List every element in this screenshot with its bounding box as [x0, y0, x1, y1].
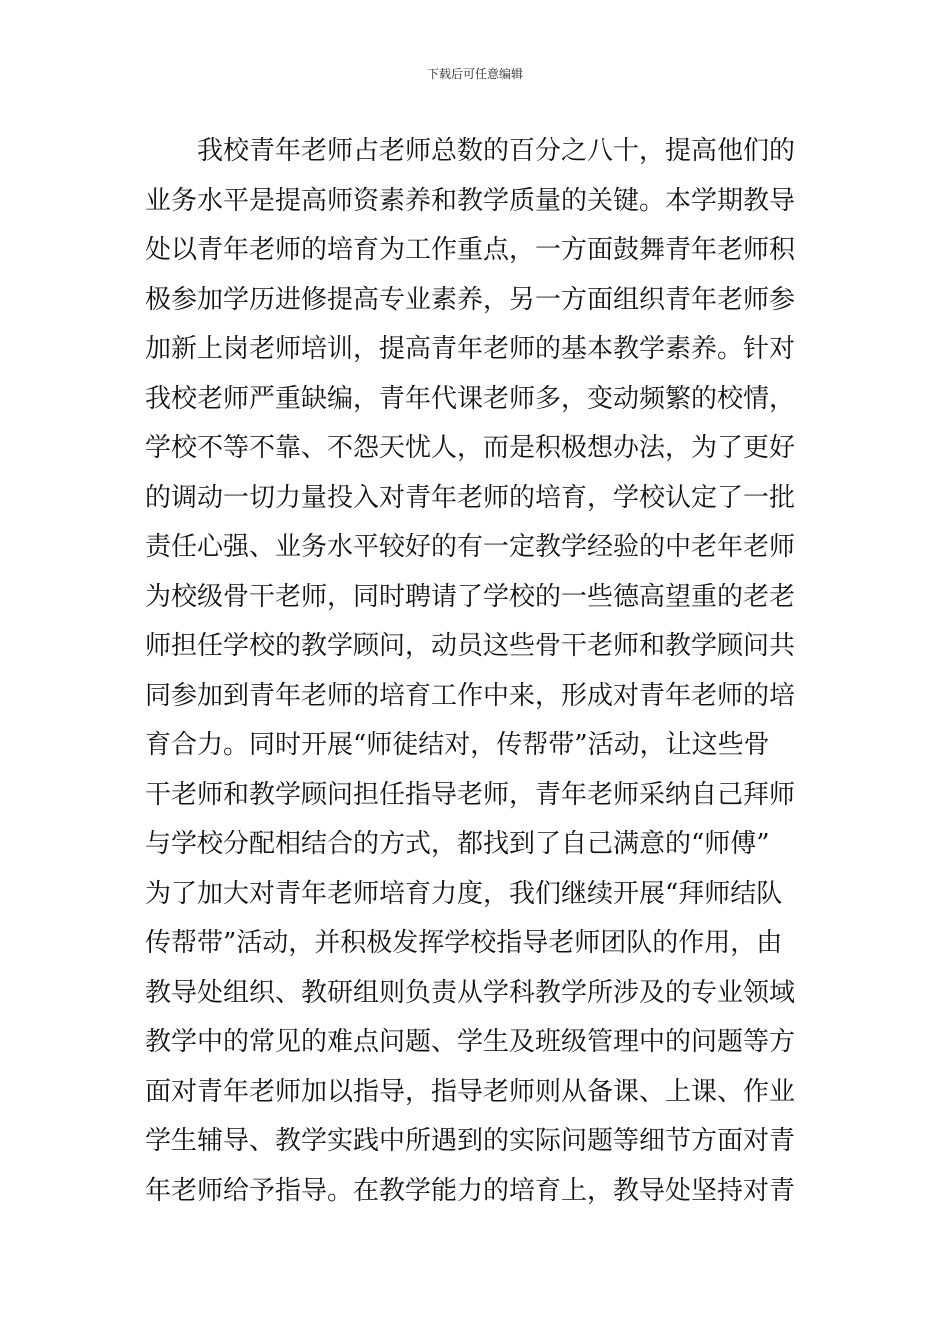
- text-line: 教学中的常见的难点问题、学生及班级管理中的问题等方: [145, 1027, 796, 1057]
- text-line: 为校级骨干老师，同时聘请了学校的一些德高望重的老老: [145, 581, 796, 612]
- text-line: 学校不等不靠、不怨天忧人，而是积极想办法，为了更好: [145, 433, 796, 463]
- text-line: 加新上岗老师培训，提高青年老师的基本教学素养。针对: [145, 334, 796, 364]
- text-line: 育合力。同时开展“师徒结对，传帮带”活动，让这些骨: [145, 730, 770, 760]
- text-line: 教导处组织、教研组则负责从学科教学所涉及的专业领域: [145, 977, 796, 1008]
- text-line: 面对青年老师加以指导，指导老师则从备课、上课、作业: [145, 1076, 796, 1107]
- text-line: 责任心强、业务水平较好的有一定教学经验的中老年老师: [145, 532, 796, 562]
- page-header: 下载后可任意编辑: [426, 67, 523, 81]
- text-line: 处以青年老师的培育为工作重点，一方面鼓舞青年老师积: [145, 235, 796, 265]
- text-line: 的调动一切力量投入对青年老师的培育，学校认定了一批: [145, 482, 796, 513]
- text-line: 传帮带”活动，并积极发挥学校指导老师团队的作用，由: [145, 928, 783, 958]
- text-line: 年老师给予指导。在教学能力的培育上，教导处坚持对青: [145, 1175, 796, 1206]
- text-line: 师担任学校的教学顾问，动员这些骨干老师和教学顾问共: [145, 631, 796, 661]
- text-line: 业务水平是提高师资素养和教学质量的关键。本学期教导: [145, 185, 796, 216]
- text-line: 学生辅导、教学实践中所遇到的实际问题等细节方面对青: [145, 1126, 796, 1156]
- text-line: 干老师和教学顾问担任指导老师，青年老师采纳自己拜师: [145, 779, 796, 810]
- text-line: 我校青年老师占老师总数的百分之八十，提高他们的: [145, 136, 796, 166]
- text-line: 为了加大对青年老师培育力度，我们继续开展“拜师结队: [145, 878, 783, 909]
- body-paragraph: [145, 127, 810, 1216]
- text-line: 极参加学历进修提高专业素养，另一方面组织青年老师参: [145, 284, 796, 315]
- text-line: 与学校分配相结合的方式，都找到了自己满意的“师傅”: [145, 829, 770, 859]
- text-line: 我校老师严重缺编，青年代课老师多，变动频繁的校情，: [145, 383, 796, 414]
- text-line: 同参加到青年老师的培育工作中来，形成对青年老师的培: [145, 680, 796, 711]
